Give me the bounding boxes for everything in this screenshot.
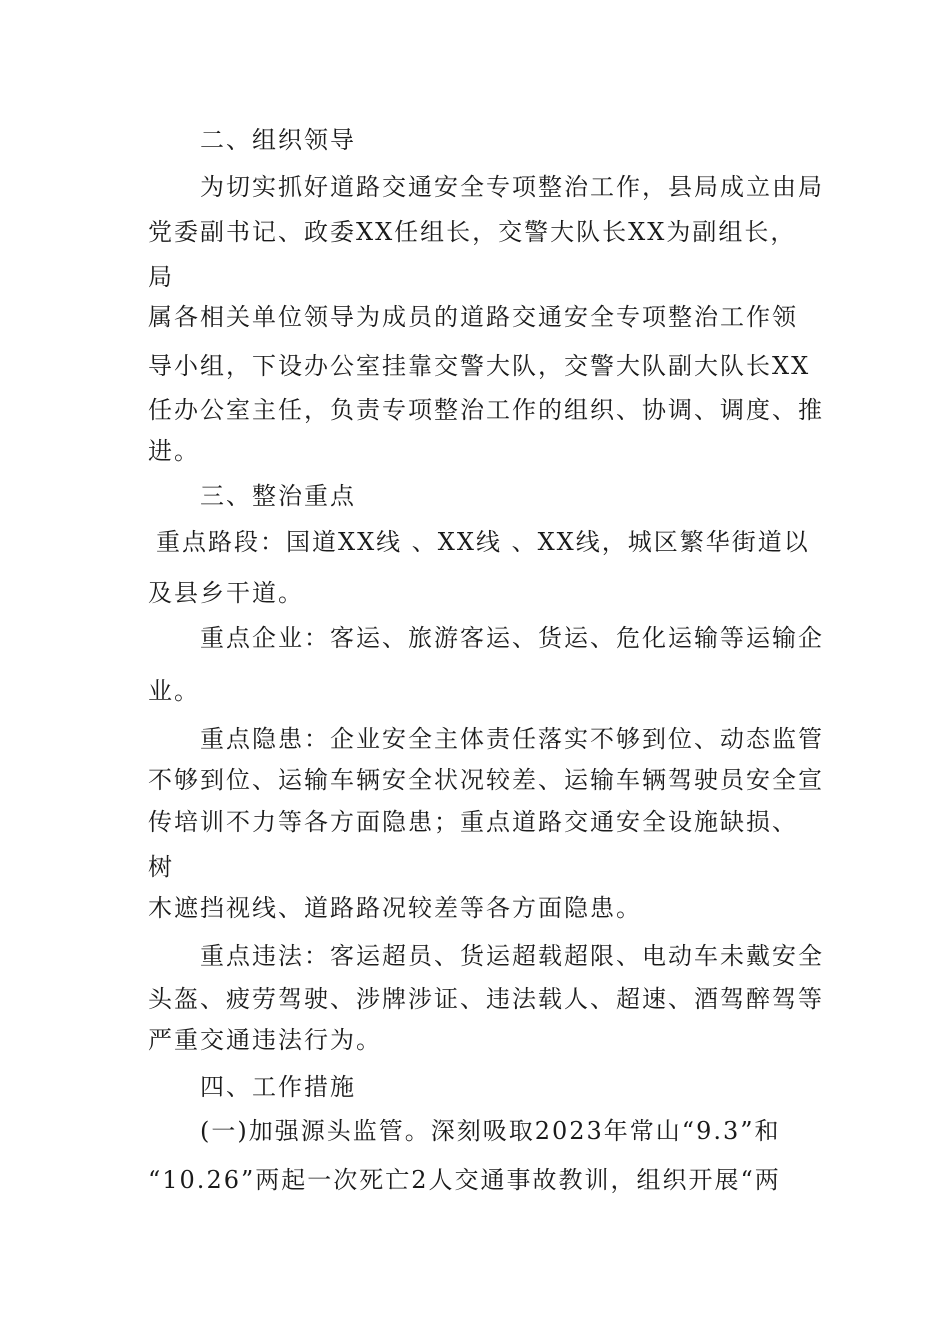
paragraph-line: 重点违法：客运超员、货运超载超限、电动车未戴安全 — [200, 942, 824, 970]
paragraph-line: 重点企业：客运、旅游客运、货运、危化运输等运输企 — [200, 624, 824, 652]
paragraph-line: 业。 — [148, 677, 200, 705]
section-heading-focus: 三、整治重点 — [200, 482, 356, 510]
paragraph-line: 进。 — [148, 437, 200, 465]
paragraph-line: 及县乡干道。 — [148, 579, 304, 607]
paragraph-line: 不够到位、运输车辆安全状况较差、运输车辆驾驶员安全宣 — [148, 766, 824, 794]
paragraph-line: 属各相关单位领导为成员的道路交通安全专项整治工作领 — [148, 303, 798, 331]
paragraph-line: 树 — [148, 853, 174, 881]
paragraph-line: 严重交通违法行为。 — [148, 1026, 382, 1054]
paragraph-line: 传培训不力等各方面隐患；重点道路交通安全设施缺损、 — [148, 808, 798, 836]
section-heading-measures: 四、工作措施 — [200, 1073, 356, 1101]
paragraph-line: 头盔、疲劳驾驶、涉牌涉证、违法载人、超速、酒驾醉驾等 — [148, 985, 824, 1013]
section-heading-organization: 二、组织领导 — [200, 126, 356, 154]
paragraph-line: 重点隐患：企业安全主体责任落实不够到位、动态监管 — [200, 725, 824, 753]
paragraph-line: “10.26”两起一次死亡2人交通事故教训，组织开展“两 — [148, 1166, 781, 1194]
paragraph-line: 党委副书记、政委XX任组长，交警大队长XX为副组长， — [148, 218, 797, 246]
paragraph-line: 局 — [148, 263, 174, 291]
paragraph-line: 为切实抓好道路交通安全专项整治工作，县局成立由局 — [200, 173, 824, 201]
paragraph-line: (一)加强源头监管。深刻吸取2023年常山“9.3”和 — [200, 1117, 781, 1145]
paragraph-line: 任办公室主任，负责专项整治工作的组织、协调、调度、推 — [148, 396, 824, 424]
paragraph-line: 导小组，下设办公室挂靠交警大队，交警大队副大队长XX — [148, 352, 811, 380]
paragraph-line: 重点路段：国道XX线 、XX线 、XX线，城区繁华街道以 — [156, 528, 810, 556]
paragraph-line: 木遮挡视线、道路路况较差等各方面隐患。 — [148, 894, 642, 922]
